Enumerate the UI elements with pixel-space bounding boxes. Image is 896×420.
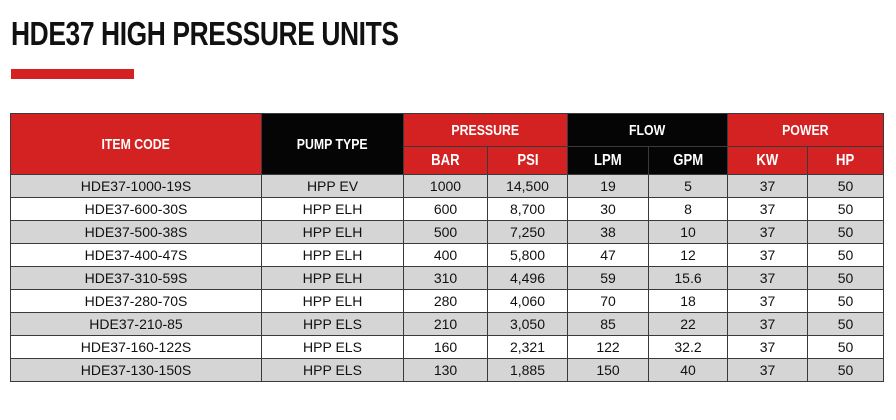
cell-hp: 50 xyxy=(808,244,884,267)
cell-psi: 5,800 xyxy=(488,244,568,267)
cell-hp: 50 xyxy=(808,336,884,359)
cell-pump-type: HPP ELH xyxy=(262,267,404,290)
cell-gpm: 8 xyxy=(649,198,728,221)
cell-pump-type: HPP ELS xyxy=(262,313,404,336)
cell-item-code: HDE37-310-59S xyxy=(11,267,262,290)
cell-psi: 8,700 xyxy=(488,198,568,221)
header-hp xyxy=(808,147,884,175)
header-kw-label: KW xyxy=(756,151,779,169)
cell-gpm: 32.2 xyxy=(649,336,728,359)
header-pressure xyxy=(404,114,568,147)
header-flow-label: FLOW xyxy=(629,121,666,139)
cell-item-code: HDE37-160-122S xyxy=(11,336,262,359)
cell-lpm: 122 xyxy=(568,336,649,359)
cell-kw: 37 xyxy=(728,267,808,290)
cell-gpm: 18 xyxy=(649,290,728,313)
pump-spec-table xyxy=(10,113,884,382)
header-bar-label: BAR xyxy=(431,151,460,169)
page-title: HDE37 HIGH PRESSURE UNITS xyxy=(11,15,399,52)
cell-lpm: 150 xyxy=(568,359,649,382)
cell-kw: 37 xyxy=(728,175,808,198)
table-row xyxy=(11,267,884,290)
cell-hp: 50 xyxy=(808,175,884,198)
header-gpm xyxy=(649,147,728,175)
table-row xyxy=(11,198,884,221)
table-row xyxy=(11,290,884,313)
header-psi-label: PSI xyxy=(516,151,539,169)
cell-hp: 50 xyxy=(808,359,884,382)
cell-psi: 2,321 xyxy=(488,336,568,359)
cell-gpm: 12 xyxy=(649,244,728,267)
cell-pump-type: HPP ELH xyxy=(262,244,404,267)
cell-lpm: 47 xyxy=(568,244,649,267)
cell-psi: 7,250 xyxy=(488,221,568,244)
cell-hp: 50 xyxy=(808,313,884,336)
cell-item-code: HDE37-210-85 xyxy=(11,313,262,336)
header-gpm-label: GPM xyxy=(673,151,703,169)
cell-psi: 3,050 xyxy=(488,313,568,336)
cell-bar: 400 xyxy=(404,244,488,267)
cell-lpm: 59 xyxy=(568,267,649,290)
cell-item-code: HDE37-280-70S xyxy=(11,290,262,313)
header-power-label: POWER xyxy=(782,121,829,139)
cell-hp: 50 xyxy=(808,267,884,290)
cell-psi: 14,500 xyxy=(488,175,568,198)
cell-gpm: 22 xyxy=(649,313,728,336)
cell-hp: 50 xyxy=(808,290,884,313)
title-underline xyxy=(11,69,134,79)
cell-kw: 37 xyxy=(728,244,808,267)
cell-gpm: 40 xyxy=(649,359,728,382)
header-bar xyxy=(404,147,488,175)
header-item-code-label: ITEM CODE xyxy=(101,135,171,153)
header-pump-type-label: PUMP TYPE xyxy=(297,135,368,153)
cell-bar: 210 xyxy=(404,313,488,336)
cell-lpm: 19 xyxy=(568,175,649,198)
header-psi xyxy=(488,147,568,175)
cell-pump-type: HPP ELH xyxy=(262,221,404,244)
cell-item-code: HDE37-500-38S xyxy=(11,221,262,244)
table-row xyxy=(11,359,884,382)
cell-pump-type: HPP ELH xyxy=(262,290,404,313)
table-row xyxy=(11,244,884,267)
cell-item-code: HDE37-130-150S xyxy=(11,359,262,382)
cell-kw: 37 xyxy=(728,198,808,221)
header-hp-label: HP xyxy=(836,151,855,169)
header-lpm xyxy=(568,147,649,175)
cell-bar: 310 xyxy=(404,267,488,290)
cell-bar: 160 xyxy=(404,336,488,359)
cell-lpm: 38 xyxy=(568,221,649,244)
cell-lpm: 70 xyxy=(568,290,649,313)
cell-kw: 37 xyxy=(728,290,808,313)
cell-kw: 37 xyxy=(728,221,808,244)
cell-psi: 1,885 xyxy=(488,359,568,382)
cell-gpm: 5 xyxy=(649,175,728,198)
cell-kw: 37 xyxy=(728,336,808,359)
header-item-code xyxy=(11,114,262,175)
header-flow xyxy=(568,114,728,147)
table-row xyxy=(11,175,884,198)
cell-item-code: HDE37-1000-19S xyxy=(11,175,262,198)
table-row xyxy=(11,313,884,336)
cell-kw: 37 xyxy=(728,359,808,382)
header-lpm-label: LPM xyxy=(594,151,622,169)
cell-pump-type: HPP ELH xyxy=(262,198,404,221)
table-row xyxy=(11,336,884,359)
cell-bar: 1000 xyxy=(404,175,488,198)
cell-gpm: 10 xyxy=(649,221,728,244)
cell-pump-type: HPP ELS xyxy=(262,336,404,359)
header-pump-type xyxy=(262,114,404,175)
cell-bar: 130 xyxy=(404,359,488,382)
cell-psi: 4,060 xyxy=(488,290,568,313)
cell-gpm: 15.6 xyxy=(649,267,728,290)
cell-bar: 500 xyxy=(404,221,488,244)
cell-lpm: 30 xyxy=(568,198,649,221)
header-power xyxy=(728,114,884,147)
cell-pump-type: HPP ELS xyxy=(262,359,404,382)
cell-pump-type: HPP EV xyxy=(262,175,404,198)
cell-bar: 280 xyxy=(404,290,488,313)
header-pressure-label: PRESSURE xyxy=(451,121,520,139)
cell-lpm: 85 xyxy=(568,313,649,336)
cell-kw: 37 xyxy=(728,313,808,336)
cell-psi: 4,496 xyxy=(488,267,568,290)
header-kw xyxy=(728,147,808,175)
cell-item-code: HDE37-400-47S xyxy=(11,244,262,267)
table-body xyxy=(11,175,884,382)
table-row xyxy=(11,221,884,244)
cell-hp: 50 xyxy=(808,198,884,221)
cell-item-code: HDE37-600-30S xyxy=(11,198,262,221)
cell-bar: 600 xyxy=(404,198,488,221)
cell-hp: 50 xyxy=(808,221,884,244)
